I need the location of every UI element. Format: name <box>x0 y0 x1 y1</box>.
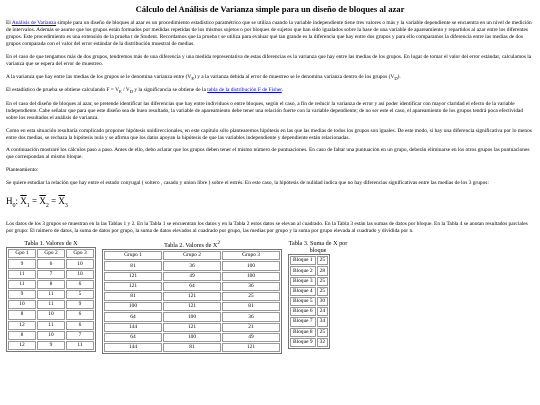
table-cell: 100 <box>222 261 280 270</box>
paragraph-10: Los datos de los 3 grupos se muestran en la las Tablas 1 y 2. En la Tabla 1 se encuentran los datos y en la Tabla 2 estos datos se elevan al cuadrado. En la Tabla 3 están las sumas de datos por bloque. En la Tabla 4 se anotan resultados parciales por grupo: El número de datos, la suma de datos por grupo, la suma de datos elevados al cuadrado por grupo, las medias por grupo y la suma por grupo elevada al cuadrado y dividida por n. <box>6 220 528 234</box>
paragraph-2: En el caso de que tengamos más de dos grupos, tendremos más de una diferencia y una medida representativa de estas diferencias es la varianza que hay entre las medias de los grupos. En lugar de tomar el valor del error estándar, calculamos la varianza que se espera del error de muestreo. <box>6 53 532 67</box>
table-1-caption: Tabla 1. Valores de X <box>24 240 78 248</box>
table-cell: 100 <box>222 272 280 281</box>
table-1-grid <box>6 247 96 352</box>
table-header: Grupo 2 <box>163 251 221 260</box>
table-cell: Bloque 1 <box>290 256 316 265</box>
paragraph-3 <box>6 74 534 82</box>
paragraph-5: En el caso del diseño de bloques al azar, se pretende identificar las diferencias que hay entre individuos o entre bloques, según el caso, a fin de reducir la varianza de error y así poder identificar con mayor claridad el efecto de la variable independiente. Cabe señalar que para que este diseño sea de buen resultado, la variable de apareamiento debe tener una relación fuerte con la variable dependiente; de no ser este el caso, el apareamiento de los grupos tendrá poca efectividad sobre los resultados el análisis de varianza. <box>6 100 524 122</box>
table-1 <box>6 240 96 352</box>
h-symbol: H <box>6 195 13 206</box>
intro-paragraph <box>6 20 534 48</box>
table-cell: 25 <box>317 287 328 296</box>
table-cell: 34 <box>317 317 328 326</box>
table-3-body <box>290 256 328 347</box>
paragraph-6: Como en esta situación resultaría complicado proponer hipótesis unidireccionales, en este capítulo sólo plantearemos hipótesis en las que las medias de todos los grupos son iguales. De este modo, si hay una diferencia significativa por lo menos entre dos medias, se rechaza la hipótesis nula y se afirma que los datos apoyan la hipótesis de que las variables independiente y dependiente están relacionadas. <box>6 127 532 141</box>
caption-text: Tabla 2. Valores de X <box>164 242 218 250</box>
table-cell: Bloque 2 <box>290 266 316 275</box>
table-cell: 9 <box>37 341 65 350</box>
table-cell: 28 <box>317 266 328 275</box>
subscript: 0 <box>12 202 16 209</box>
table-row <box>8 341 94 350</box>
tables-row <box>6 240 534 354</box>
null-hypothesis <box>6 196 534 209</box>
text: / V <box>121 87 130 94</box>
table-row <box>8 290 94 299</box>
table-row <box>104 343 280 352</box>
table-cell: 32 <box>317 338 328 347</box>
text: ). <box>397 73 401 80</box>
mean-symbol: $\overline{X}$ <box>58 195 65 206</box>
planteamiento-label: Planteamiento: <box>6 167 39 174</box>
table-cell: 64 <box>104 312 162 321</box>
text: y la significancia se obtiene de la <box>132 87 208 94</box>
table-row <box>104 272 280 281</box>
table-cell: 100 <box>163 312 221 321</box>
text: A la varianza que hay entre las medias de los grupos se le denomina varianza entre (V <box>6 73 192 80</box>
table-cell: 11 <box>8 280 36 289</box>
table-cell: Bloque 7 <box>290 317 316 326</box>
table-cell: 6 <box>66 310 94 319</box>
table-cell: 10 <box>66 270 94 279</box>
table-cell: 8 <box>8 331 36 340</box>
table-cell: 12 <box>8 341 36 350</box>
text: El estadístico de prueba se obtiene calculando F = V <box>6 87 119 94</box>
table-3-grid <box>288 254 330 349</box>
table-cell: 11 <box>37 300 65 309</box>
table-row <box>290 297 328 306</box>
table-cell: 144 <box>104 323 162 332</box>
table-header: Gpo 2 <box>37 249 65 258</box>
paragraph-7: A continuación mostraré los cálculos paso a paso. Antes de ello, debo aclarar que los grupos deben tener el mismo número de puntuaciones. En caso de faltar una puntuación en un grupo, deberán eliminarse en los otros grupos las puntuaciones que correspondan al mismo bloque. <box>6 147 530 161</box>
colon: : <box>15 195 19 206</box>
table-cell: 25 <box>317 277 328 286</box>
table-cell: 81 <box>104 261 162 270</box>
table-2-grid <box>102 249 282 354</box>
equals: = <box>51 195 57 206</box>
table-cell: 9 <box>8 259 36 268</box>
table-cell: 9 <box>66 300 94 309</box>
subscript: E <box>191 75 195 81</box>
text: simple para un diseño de bloques al azar es un procedimiento estadístico paramétrico que se utiliza cuando la variable independiente tiene tres valores o más y la variable dependiente se encuentra en un nivel de medición de intervalos. Además se asume que los grupos están formados por medidas repetidas de los mismos sujetos o por bloques de sujetos que han sido igualados sobre la base de una variable de apareamiento y repartidos al azar entre los diferentes grupos. Este procedimiento es una extensión de la prueba t de Student. Recordamos que la prueba t se utiliza para evaluar qué tan grande es la diferencia que hay entre dos grupos y para ello comparamos la diferencia entre las medias de dos grupos comparada con el valor del error estándar de la distribución muestral de medias. <box>6 20 532 48</box>
table-header: Grupo 1 <box>104 251 162 260</box>
table-cell: 10 <box>37 331 65 340</box>
table-cell: 12 <box>8 321 36 330</box>
table-cell: 121 <box>163 302 221 311</box>
mean-symbol: $\overline{X}$ <box>20 195 27 206</box>
table-row <box>8 270 94 279</box>
table-cell: 100 <box>163 333 221 342</box>
anova-link[interactable]: Análisis de Varianza <box>11 20 57 26</box>
table-1-body <box>8 259 94 350</box>
table-cell: 11 <box>37 290 65 299</box>
text: El <box>6 20 12 26</box>
table-cell: 121 <box>163 323 221 332</box>
table-cell: 100 <box>104 302 162 311</box>
table-row <box>8 331 94 340</box>
table-cell: 9 <box>8 290 36 299</box>
subscript: 1 <box>26 202 30 209</box>
subscript: E <box>118 89 122 95</box>
text: . <box>281 87 284 94</box>
table-cell: 8 <box>8 310 36 319</box>
paragraph-4 <box>6 87 534 95</box>
table-row <box>104 302 280 311</box>
table-cell: 30 <box>317 297 328 306</box>
subscript: 3 <box>64 202 68 209</box>
table-row <box>104 282 280 291</box>
table-row <box>104 312 280 321</box>
table-cell: 7 <box>37 270 65 279</box>
table-cell: 6 <box>37 259 65 268</box>
table-row <box>104 261 280 270</box>
table-cell: 49 <box>222 333 280 342</box>
table-cell: 81 <box>163 343 221 352</box>
table-cell: 25 <box>222 292 280 301</box>
table-row <box>104 323 280 332</box>
f-table-link[interactable]: tabla de la distribución F de Fisher <box>207 87 282 94</box>
table-row <box>290 287 328 296</box>
table-cell: 25 <box>317 256 328 265</box>
table-cell: 36 <box>163 261 221 270</box>
table-3-caption: Tabla 3. Suma de X por bloque <box>288 240 348 255</box>
table-cell: 8 <box>37 280 65 289</box>
table-row <box>104 292 280 301</box>
table-cell: 121 <box>104 272 162 281</box>
table-row <box>290 317 328 326</box>
table-row <box>8 321 94 330</box>
table-cell: 25 <box>317 328 328 337</box>
subscript: D <box>129 89 133 95</box>
table-row <box>8 310 94 319</box>
table-cell: 81 <box>104 292 162 301</box>
table-row <box>8 280 94 289</box>
table-2 <box>102 240 282 354</box>
table-cell: 144 <box>104 343 162 352</box>
table-cell: 121 <box>222 343 280 352</box>
text: ) y a la varianza debida al error de muestreo se le denomina varianza dentro de los grupos (V <box>194 73 395 80</box>
table-row <box>290 338 328 347</box>
subscript: D <box>394 75 398 81</box>
table-header: Gpo 1 <box>8 249 36 258</box>
table-cell: 10 <box>8 300 36 309</box>
table-cell: 10 <box>37 310 65 319</box>
table-cell: 121 <box>104 282 162 291</box>
table-header: Gpo 3 <box>66 249 94 258</box>
table-cell: 36 <box>222 282 280 291</box>
superscript: 2 <box>217 240 220 247</box>
subscript: 2 <box>45 202 49 209</box>
table-row <box>290 277 328 286</box>
table-cell: 11 <box>66 341 94 350</box>
table-cell: Bloque 5 <box>290 297 316 306</box>
table-cell: 7 <box>66 331 94 340</box>
table-cell: 121 <box>163 292 221 301</box>
table-cell: Bloque 9 <box>290 338 316 347</box>
table-3 <box>288 240 348 349</box>
table-row <box>290 307 328 316</box>
table-cell: Bloque 8 <box>290 328 316 337</box>
equals: = <box>32 195 38 206</box>
paragraph-9: Se quiere estudiar la relación que hay entre el estado conyugal ( soltero , casado y union libre ) sobre el estrés. En este caso, la hipótesis de nulidad indica que no hay diferencias significativas entre las medias de los 3 grupos: <box>6 179 489 186</box>
table-cell: Bloque 6 <box>290 307 316 316</box>
table-cell: 5 <box>66 290 94 299</box>
table-row <box>290 256 328 265</box>
table-row <box>8 259 94 268</box>
table-cell: 81 <box>222 302 280 311</box>
mean-symbol: $\overline{X}$ <box>39 195 46 206</box>
table-cell: Bloque 3 <box>290 277 316 286</box>
table-row <box>104 333 280 342</box>
table-cell: Bloque 4 <box>290 287 316 296</box>
table-header: Grupo 3 <box>222 251 280 260</box>
table-row <box>290 266 328 275</box>
table-cell: 6 <box>66 321 94 330</box>
table-2-body <box>104 261 280 352</box>
table-row <box>8 300 94 309</box>
table-cell: 6 <box>66 280 94 289</box>
table-cell: 64 <box>163 282 221 291</box>
table-2-caption <box>102 240 282 249</box>
table-cell: 24 <box>317 307 328 316</box>
table-cell: 64 <box>104 333 162 342</box>
table-row <box>290 328 328 337</box>
page-title: Cálculo del Análisis de Varianza simple para un diseño de bloques al azar <box>135 4 405 14</box>
table-cell: 21 <box>222 323 280 332</box>
table-cell: 10 <box>66 259 94 268</box>
table-cell: 11 <box>37 321 65 330</box>
table-cell: 49 <box>163 272 221 281</box>
table-cell: 11 <box>8 270 36 279</box>
table-cell: 36 <box>222 312 280 321</box>
